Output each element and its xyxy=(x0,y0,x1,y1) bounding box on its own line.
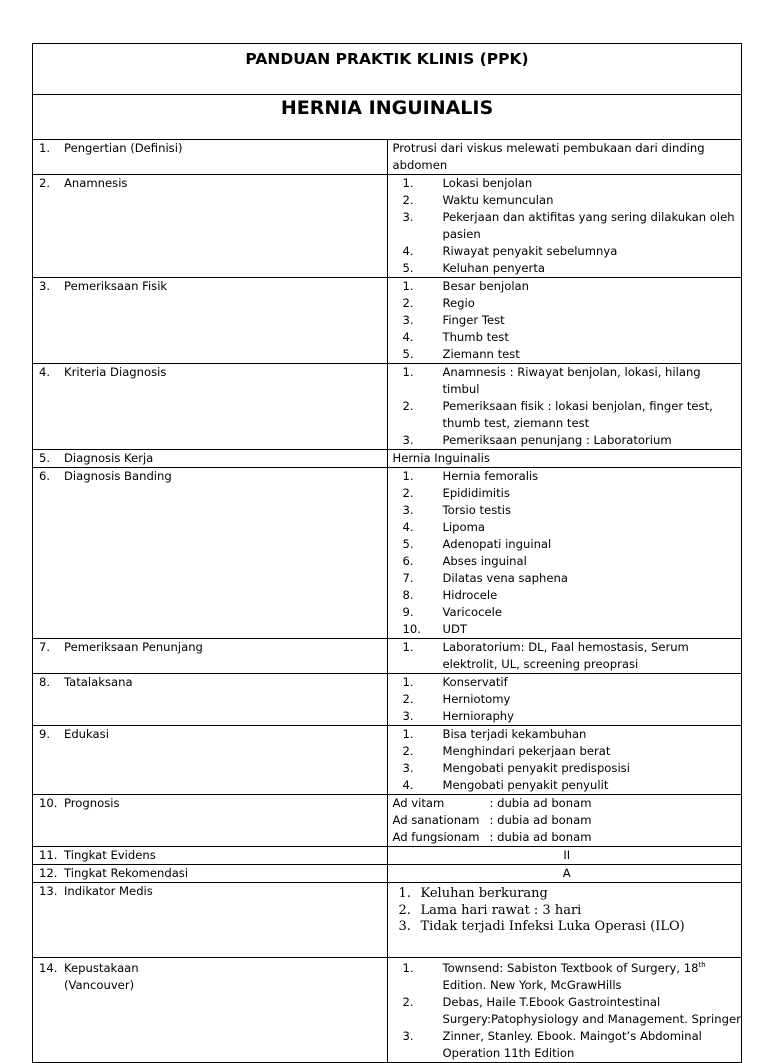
reference-item: 3. Zinner, Stanley. Ebook. Maingot’s Abdominal Operation 11th Edition xyxy=(402,1029,702,1060)
list-item: 3. Torsio testis xyxy=(402,503,512,517)
table-row xyxy=(33,726,742,795)
row-label: Anamnesis xyxy=(64,176,128,190)
list-item: 8. Hidrocele xyxy=(402,588,498,602)
list-item: 2. Pemeriksaan fisik : lokasi benjolan, finger test, thumb test, ziemann test xyxy=(402,399,713,430)
list-item: 9. Varicocele xyxy=(402,605,502,619)
table-row xyxy=(33,865,742,883)
row-label: Diagnosis Banding xyxy=(64,469,172,483)
list-item: 5. Adenopati inguinal xyxy=(402,537,552,551)
list-item: 1. Konservatif xyxy=(402,675,508,689)
list-item: 3. Tidak terjadi Infeksi Luka Operasi (ILO) xyxy=(398,919,685,934)
list-item: 2. Herniotomy xyxy=(402,692,511,706)
doc-title-row xyxy=(33,44,742,95)
list-item: 4. Thumb test xyxy=(402,330,509,344)
list-item: 1. Bisa terjadi kekambuhan xyxy=(402,727,587,741)
row-label: Indikator Medis xyxy=(64,884,153,898)
list-item: 5. Keluhan penyerta xyxy=(402,261,545,275)
list-item: 2. Lama hari rawat : 3 hari xyxy=(398,902,582,918)
definition-text: Protrusi dari viskus melewati pembukaan dari dinding abdomen xyxy=(392,141,705,172)
list-item: 2. Menghindari pekerjaan berat xyxy=(402,744,611,758)
list-item: 3. Finger Test xyxy=(402,313,505,327)
prognosis-line: Ad sanationam : dubia ad bonam xyxy=(392,813,592,827)
table-row xyxy=(33,795,742,847)
table-row xyxy=(33,450,742,468)
row-number: 4. xyxy=(39,365,51,379)
row-label: Tingkat Evidens xyxy=(64,848,156,862)
ppk-document xyxy=(32,43,742,1063)
table-row xyxy=(33,468,742,639)
list-item: 1. Hernia femoralis xyxy=(402,469,539,483)
table-row xyxy=(33,175,742,278)
topic-title-row xyxy=(33,95,742,140)
list-item: 1. Laboratorium: DL, Faal hemostasis, Serum elektrolit, UL, screening preoprasi xyxy=(402,640,689,671)
recommendation-level: A xyxy=(562,866,571,880)
row-label: Edukasi xyxy=(64,727,109,741)
row-label: Pemeriksaan Penunjang xyxy=(64,640,203,654)
list-item: 1. Keluhan berkurang xyxy=(398,886,548,901)
row-number: 11. xyxy=(39,848,58,862)
row-number: 1. xyxy=(39,141,51,155)
list-item: 10. UDT xyxy=(402,622,467,636)
row-number: 14. xyxy=(39,961,58,975)
list-item: 3. Hernioraphy xyxy=(402,709,515,723)
row-number: 9. xyxy=(39,727,51,741)
evidence-level: II xyxy=(563,848,571,862)
row-number: 7. xyxy=(39,640,51,654)
row-label: Prognosis xyxy=(64,796,120,810)
list-item: 5. Ziemann test xyxy=(402,347,520,361)
row-label: Diagnosis Kerja xyxy=(64,451,154,465)
reference-item: 2. Debas, Haile T.Ebook Gastrointestinal Surgery:Patophysiology and Management. Springer xyxy=(402,995,741,1026)
list-item: 3. Pekerjaan dan aktifitas yang sering dilakukan oleh pasien xyxy=(402,210,735,241)
list-item: 2. Regio xyxy=(402,296,475,310)
table-row xyxy=(33,364,742,450)
list-item: 2. Epididimitis xyxy=(402,486,510,500)
table-row xyxy=(33,674,742,726)
row-number: 5. xyxy=(39,451,51,465)
list-item: 6. Abses inguinal xyxy=(402,554,527,568)
list-item: 7. Dilatas vena saphena xyxy=(402,571,568,585)
row-label: Kriteria Diagnosis xyxy=(64,365,167,379)
row-label-sub: (Vancouver) xyxy=(64,978,135,992)
prognosis-line: Ad fungsionam : dubia ad bonam xyxy=(392,830,592,844)
table-row xyxy=(33,639,742,674)
doc-title: PANDUAN PRAKTIK KLINIS (PPK) xyxy=(33,44,742,95)
list-item: 1. Anamnesis : Riwayat benjolan, lokasi, hilang timbul xyxy=(402,365,701,396)
row-number: 13. xyxy=(39,884,58,898)
table-row xyxy=(33,883,742,958)
row-number: 6. xyxy=(39,469,51,483)
ppk-table xyxy=(32,43,742,1063)
row-label: Pemeriksaan Fisik xyxy=(64,279,168,293)
row-label: Tingkat Rekomendasi xyxy=(64,866,189,880)
row-number: 8. xyxy=(39,675,51,689)
list-item: 2. Waktu kemunculan xyxy=(402,193,554,207)
table-row xyxy=(33,278,742,364)
list-item: 1. Besar benjolan xyxy=(402,279,530,293)
table-row xyxy=(33,140,742,175)
row-number: 10. xyxy=(39,796,58,810)
prognosis-line: Ad vitam : dubia ad bonam xyxy=(392,796,592,810)
row-label: Pengertian (Definisi) xyxy=(64,141,183,155)
list-item: 4. Mengobati penyakit penyulit xyxy=(402,778,609,792)
diagnosis-text: Hernia Inguinalis xyxy=(392,451,490,465)
list-item: 3. Pemeriksaan penunjang : Laboratorium xyxy=(402,433,672,447)
row-number: 12. xyxy=(39,866,58,880)
reference-item: 1. Townsend: Sabiston Textbook of Surgery, 18th Edition. New York, McGrawHills xyxy=(402,961,706,992)
list-item: 4. Lipoma xyxy=(402,520,486,534)
list-item: 1. Lokasi benjolan xyxy=(402,176,533,190)
row-number: 2. xyxy=(39,176,51,190)
list-item: 3. Mengobati penyakit predisposisi xyxy=(402,761,630,775)
table-row xyxy=(33,958,742,1063)
topic-title: HERNIA INGUINALIS xyxy=(33,95,742,140)
table-row xyxy=(33,847,742,865)
list-item: 4. Riwayat penyakit sebelumnya xyxy=(402,244,618,258)
row-number: 3. xyxy=(39,279,51,293)
row-label: Kepustakaan xyxy=(64,961,139,975)
row-label: Tatalaksana xyxy=(64,675,133,689)
